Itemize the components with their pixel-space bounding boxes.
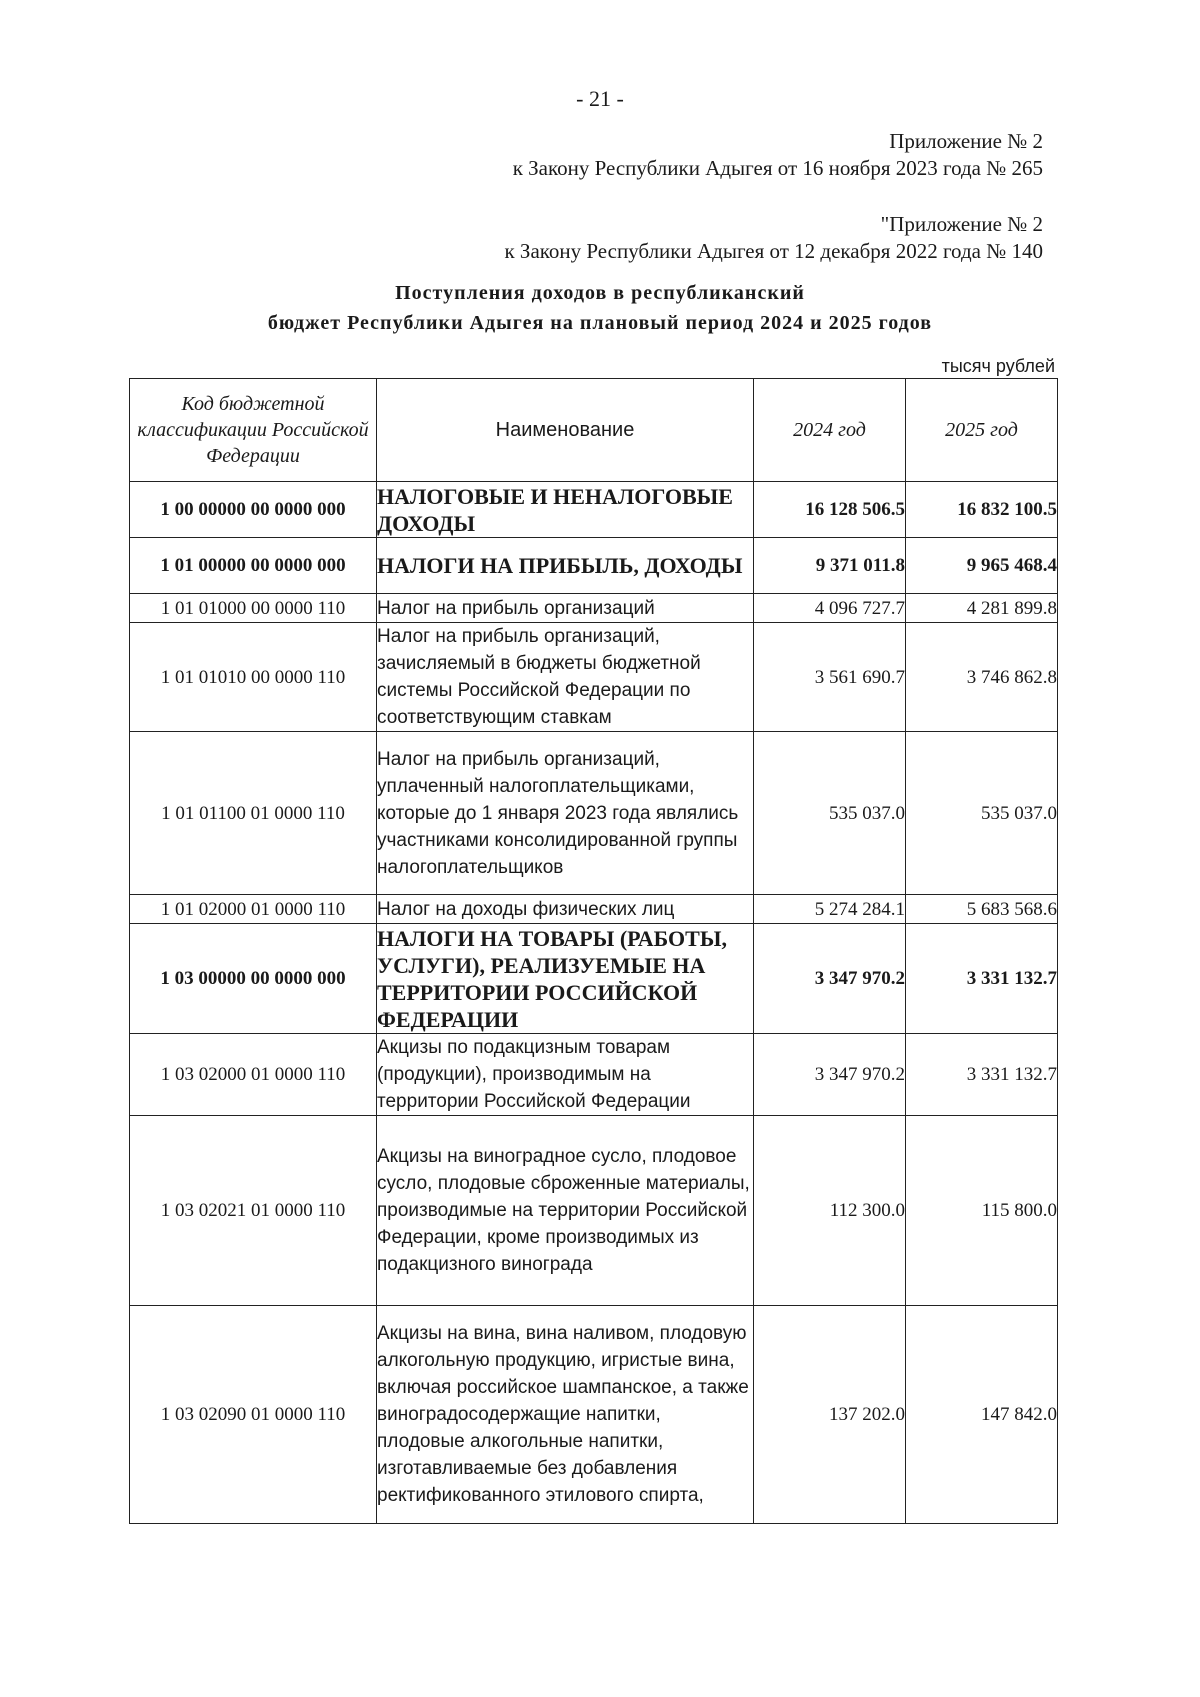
annex-original-line1: "Приложение № 2 xyxy=(880,212,1043,236)
title-line2: бюджет Республики Адыгея на плановый период 2024 и 2025 годов xyxy=(267,312,933,334)
row-name: НАЛОГИ НА ПРИБЫЛЬ, ДОХОДЫ xyxy=(377,538,754,594)
row-value-2024: 5 274 284.1 xyxy=(754,895,906,924)
row-value-2025: 535 037.0 xyxy=(906,732,1058,895)
row-code: 1 03 00000 00 0000 000 xyxy=(130,924,377,1034)
title-line1: Поступления доходов в республиканский xyxy=(395,282,805,304)
table-row xyxy=(130,623,1058,732)
row-value-2025: 147 842.0 xyxy=(906,1306,1058,1524)
header-year-2025: 2025 год xyxy=(906,379,1058,482)
row-name: НАЛОГИ НА ТОВАРЫ (РАБОТЫ, УСЛУГИ), РЕАЛИЗУЕМЫЕ НА ТЕРРИТОРИИ РОССИЙСКОЙ ФЕДЕРАЦИИ xyxy=(377,924,754,1034)
row-name: Акцизы по подакцизным товарам (продукции), производимым на территории Российской Федерации xyxy=(377,1034,754,1116)
annex-current-line2: к Закону Республики Адыгея от 16 ноября 2023 года № 265 xyxy=(512,156,1043,180)
annex-current xyxy=(513,128,1043,182)
row-name: Налог на доходы физических лиц xyxy=(377,895,754,924)
annex-current-line1: Приложение № 2 xyxy=(889,129,1043,153)
annex-original-line2: к Закону Республики Адыгея от 12 декабря 2022 года № 140 xyxy=(504,239,1043,263)
row-value-2024: 4 096 727.7 xyxy=(754,594,906,623)
row-code: 1 01 01100 01 0000 110 xyxy=(130,732,377,895)
row-value-2024: 3 347 970.2 xyxy=(754,1034,906,1116)
table-row xyxy=(130,895,1058,924)
table-row xyxy=(130,1034,1058,1116)
header-name: Наименование xyxy=(377,379,754,482)
table-row xyxy=(130,924,1058,1034)
table-row xyxy=(130,538,1058,594)
units-label: тысяч рублей xyxy=(941,356,1055,376)
row-value-2024: 3 347 970.2 xyxy=(754,924,906,1034)
row-value-2025: 16 832 100.5 xyxy=(906,482,1058,538)
document-title xyxy=(0,278,1200,338)
table-row xyxy=(130,482,1058,538)
row-name: Налог на прибыль организаций, уплаченный налогоплательщиками, которые до 1 января 2023 года являлись участниками консолидированной группы налогоплательщиков xyxy=(377,732,754,895)
header-code: Код бюджетной классификации Российской Федерации xyxy=(130,379,377,482)
row-value-2025: 5 683 568.6 xyxy=(906,895,1058,924)
row-name: Акцизы на виноградное сусло, плодовое сусло, плодовые сброженные материалы, производимые на территории Российской Федерации, кроме производимых из подакцизного винограда xyxy=(377,1116,754,1306)
row-value-2024: 16 128 506.5 xyxy=(754,482,906,538)
row-value-2024: 535 037.0 xyxy=(754,732,906,895)
row-value-2025: 3 746 862.8 xyxy=(906,623,1058,732)
header-year-2024: 2024 год xyxy=(754,379,906,482)
row-value-2024: 112 300.0 xyxy=(754,1116,906,1306)
row-name: НАЛОГОВЫЕ И НЕНАЛОГОВЫЕ ДОХОДЫ xyxy=(377,482,754,538)
table-row xyxy=(130,1116,1058,1306)
row-code: 1 03 02090 01 0000 110 xyxy=(130,1306,377,1524)
row-value-2024: 137 202.0 xyxy=(754,1306,906,1524)
row-value-2025: 3 331 132.7 xyxy=(906,924,1058,1034)
row-code: 1 00 00000 00 0000 000 xyxy=(130,482,377,538)
table-row xyxy=(130,594,1058,623)
table-row xyxy=(130,732,1058,895)
table-header-row xyxy=(130,379,1058,482)
row-code: 1 01 01000 00 0000 110 xyxy=(130,594,377,623)
row-name: Акцизы на вина, вина наливом, плодовую алкогольную продукцию, игристые вина, включая российское шампанское, а также виноградосодержащие напитки, плодовые алкогольные напитки, изготавливаемые без добавления ректификованного этилового спирта, xyxy=(377,1306,754,1524)
row-name: Налог на прибыль организаций, зачисляемый в бюджеты бюджетной системы Российской Федерации по соответствующим ставкам xyxy=(377,623,754,732)
row-value-2025: 9 965 468.4 xyxy=(906,538,1058,594)
row-code: 1 03 02000 01 0000 110 xyxy=(130,1034,377,1116)
row-value-2025: 3 331 132.7 xyxy=(906,1034,1058,1116)
row-code: 1 01 02000 01 0000 110 xyxy=(130,895,377,924)
page-number: - 21 - xyxy=(576,86,624,111)
row-value-2024: 9 371 011.8 xyxy=(754,538,906,594)
table-row xyxy=(130,1306,1058,1524)
row-value-2024: 3 561 690.7 xyxy=(754,623,906,732)
revenue-table xyxy=(129,378,1058,1524)
row-code: 1 01 00000 00 0000 000 xyxy=(130,538,377,594)
row-value-2025: 4 281 899.8 xyxy=(906,594,1058,623)
row-code: 1 03 02021 01 0000 110 xyxy=(130,1116,377,1306)
annex-original xyxy=(504,211,1043,265)
row-value-2025: 115 800.0 xyxy=(906,1116,1058,1306)
row-code: 1 01 01010 00 0000 110 xyxy=(130,623,377,732)
row-name: Налог на прибыль организаций xyxy=(377,594,754,623)
